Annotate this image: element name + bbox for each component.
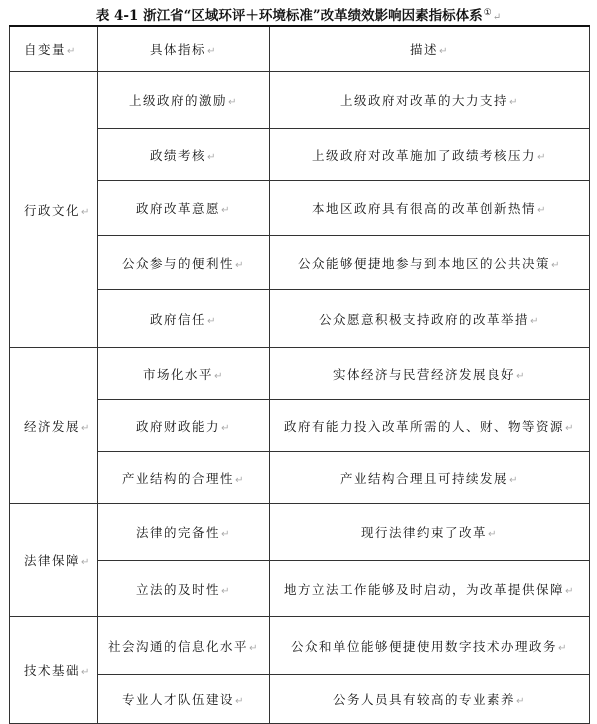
description-cell: 上级政府对改革施加了政绩考核压力↵	[270, 129, 590, 181]
description-cell: 公众和单位能够便捷使用数字技术办理政务↵	[270, 617, 590, 675]
table-row	[10, 348, 590, 400]
paragraph-mark-icon: ↵	[81, 422, 91, 434]
caption-text: 表 4-1 浙江省“区域环评＋环境标准”改革绩效影响因素指标体系	[95, 8, 483, 24]
description-cell: 产业结构合理且可持续发展↵	[270, 452, 590, 504]
paragraph-mark-icon: ↵	[492, 12, 502, 23]
indicator-cell: 政府财政能力↵	[98, 400, 270, 452]
table-row	[10, 504, 590, 561]
paragraph-mark-icon: ↵	[81, 667, 91, 678]
paragraph-mark-icon: ↵	[488, 529, 498, 540]
description-cell: 本地区政府具有很高的改革创新热情↵	[270, 181, 590, 236]
paragraph-mark-icon: ↵	[67, 46, 77, 57]
paragraph-mark-icon: ↵	[439, 46, 449, 57]
paragraph-mark-icon: ↵	[537, 205, 547, 216]
description-cell: 上级政府对改革的大力支持↵	[270, 72, 590, 129]
paragraph-mark-icon: ↵	[509, 97, 519, 108]
paragraph-mark-icon: ↵	[214, 370, 224, 382]
paragraph-mark-icon: ↵	[221, 529, 231, 540]
variable-cell-technology: 技术基础↵	[10, 617, 98, 724]
indicator-cell: 产业结构的合理性↵	[98, 452, 270, 504]
table-row	[10, 617, 590, 675]
paragraph-mark-icon: ↵	[565, 422, 575, 434]
table-caption	[0, 2, 597, 24]
indicator-cell: 公众参与的便利性↵	[98, 236, 270, 290]
paragraph-mark-icon: ↵	[516, 696, 526, 707]
description-cell: 公务人员具有较高的专业素养↵	[270, 675, 590, 724]
paragraph-mark-icon: ↵	[81, 206, 91, 218]
footnote-mark: ①	[483, 8, 492, 18]
paragraph-mark-icon: ↵	[207, 46, 217, 57]
paragraph-mark-icon: ↵	[558, 642, 568, 654]
paragraph-mark-icon: ↵	[530, 315, 540, 327]
description-cell: 实体经济与民营经济发展良好↵	[270, 348, 590, 400]
indicator-cell: 政绩考核↵	[98, 129, 270, 181]
indicator-table	[9, 25, 590, 724]
description-cell: 地方立法工作能够及时启动，为改革提供保障↵	[270, 561, 590, 617]
paragraph-mark-icon: ↵	[551, 259, 561, 271]
paragraph-mark-icon: ↵	[221, 205, 231, 216]
paragraph-mark-icon: ↵	[565, 585, 575, 597]
description-cell: 公众愿意积极支持政府的改革举措↵	[270, 290, 590, 348]
indicator-cell: 市场化水平↵	[98, 348, 270, 400]
indicator-cell: 上级政府的激励↵	[98, 72, 270, 129]
paragraph-mark-icon: ↵	[207, 151, 217, 163]
header-description: 描述↵	[270, 26, 590, 72]
paragraph-mark-icon: ↵	[235, 259, 245, 271]
description-cell: 政府有能力投入改革所需的人、财、物等资源↵	[270, 400, 590, 452]
variable-cell-economy: 经济发展↵	[10, 348, 98, 504]
description-cell: 公众能够便捷地参与到本地区的公共决策↵	[270, 236, 590, 290]
table-row	[10, 72, 590, 129]
paragraph-mark-icon: ↵	[537, 151, 547, 163]
variable-cell-admin-culture: 行政文化↵	[10, 72, 98, 348]
indicator-cell: 政府改革意愿↵	[98, 181, 270, 236]
paragraph-mark-icon: ↵	[235, 474, 245, 486]
paragraph-mark-icon: ↵	[249, 642, 259, 654]
paragraph-mark-icon: ↵	[221, 422, 231, 434]
paragraph-mark-icon: ↵	[509, 474, 519, 486]
indicator-cell: 法律的完备性↵	[98, 504, 270, 561]
table-header-row	[10, 26, 590, 72]
paragraph-mark-icon: ↵	[516, 370, 526, 382]
header-variable: 自变量↵	[10, 26, 98, 72]
indicator-cell: 立法的及时性↵	[98, 561, 270, 617]
header-indicator: 具体指标↵	[98, 26, 270, 72]
paragraph-mark-icon: ↵	[81, 557, 91, 568]
indicator-cell: 政府信任↵	[98, 290, 270, 348]
variable-cell-legal: 法律保障↵	[10, 504, 98, 617]
indicator-cell: 社会沟通的信息化水平↵	[98, 617, 270, 675]
description-cell: 现行法律约束了改革↵	[270, 504, 590, 561]
paragraph-mark-icon: ↵	[235, 696, 245, 707]
paragraph-mark-icon: ↵	[207, 315, 217, 327]
paragraph-mark-icon: ↵	[228, 97, 238, 108]
indicator-cell: 专业人才队伍建设↵	[98, 675, 270, 724]
paragraph-mark-icon: ↵	[221, 585, 231, 597]
